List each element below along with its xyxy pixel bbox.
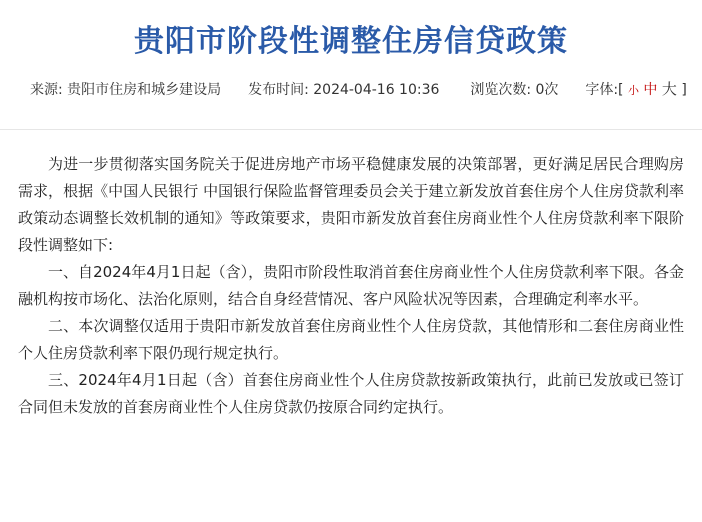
paragraph-item-1: 一、自2024年4月1日起（含），贵阳市阶段性取消首套住房商业性个人住房贷款利率下限。各金融机构按市场化、法治化原则，结合自身经营情况、客户风险状况等因素，合理确定利率水平。 — [18, 263, 684, 308]
publish-time-value: 2024-04-16 10:36 — [313, 82, 440, 98]
font-size-close-bracket: ] — [681, 82, 687, 98]
paragraph-item-2: 二、本次调整仅适用于贵阳市新发放首套住房商业性个人住房贷款，其他情形和二套住房商业性个人住房贷款利率下限仍现行规定执行。 — [18, 317, 684, 362]
font-size-medium-button[interactable]: 中 — [643, 82, 658, 98]
source-value: 贵阳市住房和城乡建设局 — [67, 82, 222, 98]
font-size-label: 字体:[ — [585, 82, 624, 98]
source-label: 来源: — [30, 82, 63, 98]
article-header — [0, 0, 702, 130]
article-body — [0, 130, 702, 421]
views-label: 浏览次数: — [470, 82, 532, 98]
font-size-large-button[interactable]: 大 — [661, 80, 677, 98]
article-title: 贵阳市阶段性调整住房信贷政策 — [134, 24, 568, 59]
paragraph-item-3: 三、2024年4月1日起（含）首套住房商业性个人住房贷款按新政策执行，此前已发放或已签订合同但未发放的首套房商业性个人住房贷款仍按原合同约定执行。 — [18, 371, 684, 416]
font-size-small-button[interactable]: 小 — [627, 84, 639, 97]
paragraph-intro: 为进一步贯彻落实国务院关于促进房地产市场平稳健康发展的决策部署，更好满足居民合理购房需求，根据《中国人民银行 中国银行保险监督管理委员会关于建立新发放首套住房个人住房贷款利率政策动态调整长效机制的通知》等政策要求，贵阳市新发放首套住房商业性个人住房贷款利率下限阶段性调整如下: — [18, 155, 684, 254]
article-meta — [0, 79, 702, 101]
publish-time-label: 发布时间: — [248, 82, 309, 98]
views-count: 0次 — [535, 82, 559, 98]
